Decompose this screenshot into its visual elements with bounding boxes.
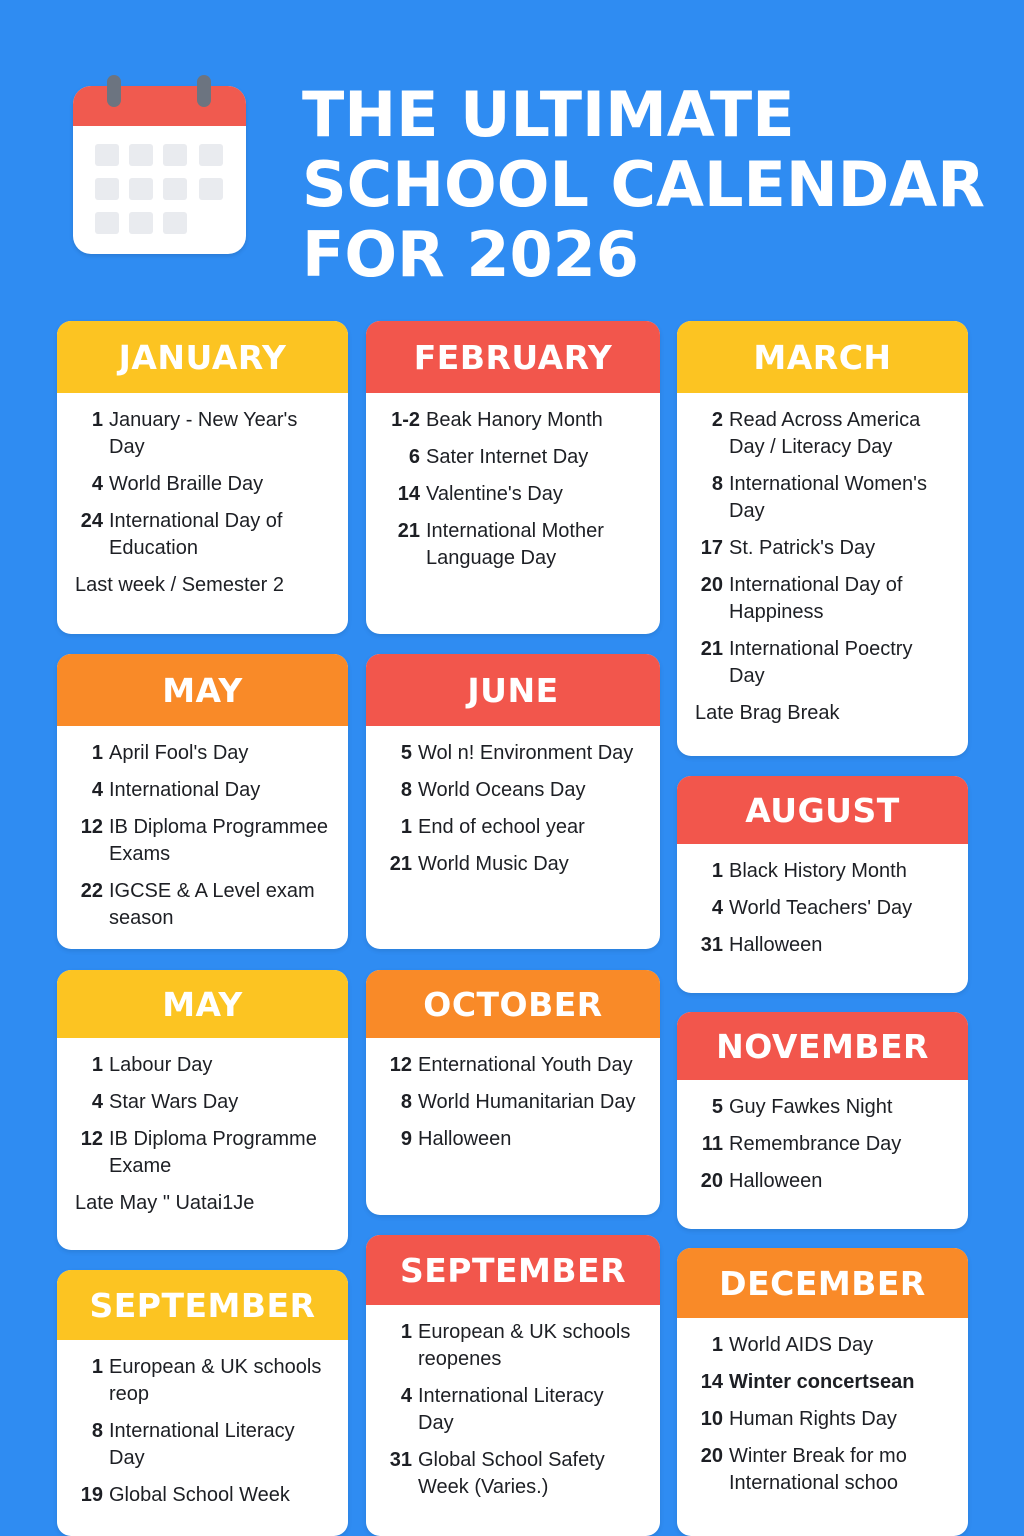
calendar-icon-cell bbox=[129, 178, 153, 200]
event-day: 20 bbox=[700, 574, 723, 596]
calendar-icon-cell bbox=[95, 178, 119, 200]
event-text: Beak Hanory Month bbox=[426, 409, 603, 431]
event-text: International Poectry Day bbox=[729, 638, 913, 687]
event-day: 4 bbox=[91, 1091, 103, 1113]
event-text: Halloween bbox=[418, 1128, 512, 1150]
event-text: International Literacy Day bbox=[109, 1420, 295, 1469]
event-item bbox=[695, 471, 952, 525]
month-header: MAY bbox=[57, 970, 348, 1038]
event-item bbox=[75, 1354, 332, 1408]
month-card-october bbox=[366, 970, 660, 1215]
month-card-september bbox=[366, 1235, 660, 1536]
event-day: 11 bbox=[701, 1133, 723, 1155]
month-note: Late Brag Break bbox=[695, 702, 840, 724]
event-item bbox=[695, 572, 952, 626]
month-card-november bbox=[677, 1012, 968, 1229]
calendar-icon-cell bbox=[199, 178, 223, 200]
event-item bbox=[695, 1168, 952, 1195]
event-text: Halloween bbox=[729, 934, 823, 956]
event-item bbox=[75, 508, 332, 562]
event-text: Global School Week bbox=[109, 1484, 290, 1506]
event-day: 1-2 bbox=[391, 409, 420, 431]
event-text: IGCSE & A Level exam season bbox=[109, 880, 315, 929]
event-day: 21 bbox=[700, 638, 723, 660]
month-header: SEPTEMBER bbox=[57, 1270, 348, 1340]
event-item bbox=[695, 858, 952, 885]
event-item bbox=[75, 1126, 332, 1180]
event-item bbox=[75, 1418, 332, 1472]
event-text: Black History Month bbox=[729, 860, 907, 882]
event-item bbox=[695, 1406, 952, 1433]
event-text: International Day bbox=[109, 779, 261, 801]
event-day: 17 bbox=[700, 537, 723, 559]
event-day: 8 bbox=[711, 473, 723, 495]
month-card-december bbox=[677, 1248, 968, 1536]
event-text: Wol n! Environment Day bbox=[418, 742, 634, 764]
event-text: World Teachers' Day bbox=[729, 897, 913, 919]
month-header: MARCH bbox=[677, 321, 968, 393]
event-item bbox=[695, 1369, 952, 1396]
event-text: Star Wars Day bbox=[109, 1091, 239, 1113]
event-day: 12 bbox=[80, 1128, 103, 1150]
calendar-icon-cell bbox=[199, 144, 223, 166]
event-day: 1 bbox=[400, 816, 412, 838]
event-day: 20 bbox=[700, 1445, 723, 1467]
event-day: 21 bbox=[389, 853, 412, 875]
event-item bbox=[384, 814, 644, 841]
month-header: JANUARY bbox=[57, 321, 348, 393]
event-text: Remembrance Day bbox=[729, 1133, 902, 1155]
title-line: SCHOOL CALENDAR bbox=[302, 148, 985, 221]
event-text: Labour Day bbox=[109, 1054, 213, 1076]
month-header: JUNE bbox=[366, 654, 660, 726]
event-item bbox=[75, 878, 332, 932]
event-text: International Women's Day bbox=[729, 473, 927, 522]
calendar-icon-cell bbox=[163, 144, 187, 166]
event-item bbox=[384, 444, 644, 471]
month-header: DECEMBER bbox=[677, 1248, 968, 1318]
event-day: 8 bbox=[91, 1420, 103, 1442]
event-day: 12 bbox=[80, 816, 103, 838]
event-text: Sater Internet Day bbox=[426, 446, 589, 468]
event-item bbox=[384, 1447, 644, 1501]
event-day: 1 bbox=[91, 1054, 103, 1076]
event-day: 12 bbox=[389, 1054, 412, 1076]
month-header: SEPTEMBER bbox=[366, 1235, 660, 1305]
title-line: FOR 2026 bbox=[302, 218, 639, 291]
event-day: 1 bbox=[91, 409, 103, 431]
event-item bbox=[695, 895, 952, 922]
month-header: AUGUST bbox=[677, 776, 968, 844]
month-card-march bbox=[677, 321, 968, 756]
event-text: Winter concertsean bbox=[729, 1371, 915, 1393]
event-item bbox=[695, 535, 952, 562]
calendar-icon-header bbox=[73, 86, 246, 126]
event-text: IB Diploma Programmee Exams bbox=[109, 816, 328, 865]
calendar-icon-cell bbox=[95, 212, 119, 234]
page-title bbox=[302, 80, 1002, 290]
event-item bbox=[695, 407, 952, 461]
event-item bbox=[75, 740, 332, 767]
event-day: 20 bbox=[700, 1170, 723, 1192]
title-line: THE ULTIMATE bbox=[302, 78, 795, 151]
event-day: 4 bbox=[91, 473, 103, 495]
event-item bbox=[75, 1052, 332, 1079]
event-text: April Fool's Day bbox=[109, 742, 249, 764]
event-text: World Music Day bbox=[418, 853, 569, 875]
event-text: Human Rights Day bbox=[729, 1408, 897, 1430]
calendar-ring-icon bbox=[197, 75, 211, 107]
month-card-may bbox=[57, 654, 348, 949]
event-item bbox=[75, 471, 332, 498]
event-text: International Day of Happiness bbox=[729, 574, 903, 623]
month-card-february bbox=[366, 321, 660, 634]
month-header: OCTOBER bbox=[366, 970, 660, 1038]
event-text: IB Diploma Programme Exame bbox=[109, 1128, 317, 1177]
event-day: 4 bbox=[711, 897, 723, 919]
month-header: FEBRUARY bbox=[366, 321, 660, 393]
event-day: 1 bbox=[91, 1356, 103, 1378]
event-item bbox=[695, 1332, 952, 1359]
event-day: 5 bbox=[400, 742, 412, 764]
event-text: World Oceans Day bbox=[418, 779, 586, 801]
event-item bbox=[384, 1383, 644, 1437]
event-text: Global School Safety Week (Varies.) bbox=[418, 1449, 605, 1498]
event-item bbox=[384, 1052, 644, 1079]
event-item bbox=[695, 1131, 952, 1158]
calendar-icon-cell bbox=[95, 144, 119, 166]
calendar-icon-cell bbox=[129, 144, 153, 166]
event-text: Halloween bbox=[729, 1170, 823, 1192]
calendar-icon-cell bbox=[163, 212, 187, 234]
event-day: 22 bbox=[80, 880, 103, 902]
event-item bbox=[695, 932, 952, 959]
event-text: End of echool year bbox=[418, 816, 585, 838]
event-item bbox=[384, 481, 644, 508]
event-day: 14 bbox=[397, 483, 420, 505]
event-item bbox=[384, 851, 644, 878]
event-item bbox=[75, 814, 332, 868]
event-text: World Braille Day bbox=[109, 473, 264, 495]
calendar-icon-cell bbox=[129, 212, 153, 234]
event-day: 1 bbox=[711, 1334, 723, 1356]
event-item bbox=[695, 1443, 952, 1497]
event-text: European & UK schools reopenes bbox=[418, 1321, 631, 1370]
event-item bbox=[384, 518, 644, 572]
event-day: 6 bbox=[408, 446, 420, 468]
event-day: 19 bbox=[80, 1484, 103, 1506]
month-header: NOVEMBER bbox=[677, 1012, 968, 1080]
event-text: World Humanitarian Day bbox=[418, 1091, 636, 1113]
event-day: 2 bbox=[711, 409, 723, 431]
event-item bbox=[695, 636, 952, 690]
event-text: Valentine's Day bbox=[426, 483, 563, 505]
calendar-icon bbox=[73, 86, 246, 254]
event-item bbox=[384, 777, 644, 804]
event-item bbox=[384, 1089, 644, 1116]
event-day: 31 bbox=[389, 1449, 412, 1471]
event-item bbox=[384, 407, 644, 434]
event-item bbox=[75, 1089, 332, 1116]
event-day: 21 bbox=[397, 520, 420, 542]
event-text: St. Patrick's Day bbox=[729, 537, 876, 559]
month-card-january bbox=[57, 321, 348, 634]
month-card-september bbox=[57, 1270, 348, 1536]
calendar-icon-cell bbox=[163, 178, 187, 200]
month-card-august bbox=[677, 776, 968, 993]
event-text: January - New Year's Day bbox=[109, 409, 298, 458]
event-text: European & UK schools reop bbox=[109, 1356, 322, 1405]
event-item bbox=[384, 1319, 644, 1373]
event-day: 14 bbox=[700, 1371, 723, 1393]
event-day: 1 bbox=[400, 1321, 412, 1343]
event-day: 9 bbox=[400, 1128, 412, 1150]
event-day: 4 bbox=[91, 779, 103, 801]
event-day: 8 bbox=[400, 779, 412, 801]
month-header: MAY bbox=[57, 654, 348, 726]
event-text: Guy Fawkes Night bbox=[729, 1096, 893, 1118]
month-card-may bbox=[57, 970, 348, 1250]
month-note: Late May " Uatai1Je bbox=[75, 1192, 255, 1214]
event-day: 31 bbox=[700, 934, 723, 956]
event-item bbox=[384, 740, 644, 767]
event-item bbox=[75, 407, 332, 461]
month-card-june bbox=[366, 654, 660, 949]
event-day: 8 bbox=[400, 1091, 412, 1113]
event-day: 5 bbox=[711, 1096, 723, 1118]
event-day: 1 bbox=[91, 742, 103, 764]
event-day: 10 bbox=[700, 1408, 723, 1430]
event-text: Read Across America Day / Literacy Day bbox=[729, 409, 921, 458]
event-item bbox=[75, 1482, 332, 1509]
event-text: Winter Break for mo International schoo bbox=[729, 1445, 907, 1494]
event-day: 1 bbox=[711, 860, 723, 882]
event-text: Enternational Youth Day bbox=[418, 1054, 633, 1076]
event-text: International Literacy Day bbox=[418, 1385, 604, 1434]
event-item bbox=[695, 1094, 952, 1121]
event-text: World AIDS Day bbox=[729, 1334, 874, 1356]
event-item bbox=[75, 777, 332, 804]
calendar-ring-icon bbox=[107, 75, 121, 107]
event-day: 4 bbox=[400, 1385, 412, 1407]
event-day: 24 bbox=[80, 510, 103, 532]
event-text: International Day of Education bbox=[109, 510, 283, 559]
month-note: Last week / Semester 2 bbox=[75, 574, 284, 596]
event-item bbox=[384, 1126, 644, 1153]
event-text: International Mother Language Day bbox=[426, 520, 604, 569]
